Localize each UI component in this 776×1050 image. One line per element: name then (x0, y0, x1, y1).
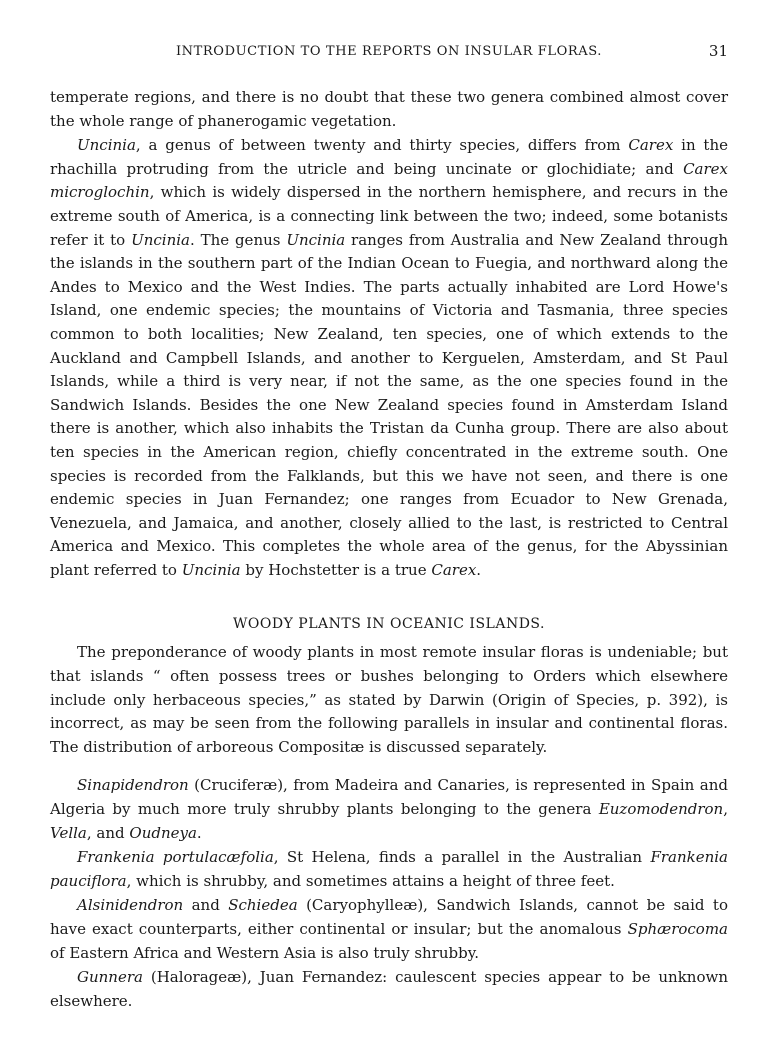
text-run: of Eastern Africa and Western Asia is also truly shrubby. (50, 943, 479, 962)
document-page (50, 40, 728, 1013)
text-run: . (476, 560, 482, 579)
paragraph-gunnera (50, 966, 728, 1013)
running-title: INTRODUCTION TO THE REPORTS ON INSULAR FLORAS. (175, 44, 603, 59)
running-head (50, 40, 728, 64)
italic-term: Alsinidendron (77, 896, 184, 915)
text-run: ranges from Australia and New Zealand through the islands in the southern part of the Indian Ocean to Fuegia, and northward along the Andes to Mexico and the West Indies. The parts actually inhabited are Lord Howe's Island, one endemic species; the mountains of Victoria and Tasmania, three species common to both localities; New Zealand, ten species, one of which extends to the Auckland and Campbell Islands, and another to Kerguelen, Amsterdam, and St Paul Islands, while a third is very near, if not the same, as the one species found in the Sandwich Islands. Besides the one New Zealand species found in Amsterdam Island there is another, which also inhabits the Tristan da Cunha group. There are also about ten species in the American region, chiefly concentrated in the extreme south. One species is recorded from the Falklands, but this we have not seen, and there is one endemic species in Juan Fernandez; one ranges from Ecuador to New Grenada, Venezuela, and Jamaica, and another, closely allied to the last, is restricted to Central America and Mexico. This completes the whole area of the genus, for the Abyssinian plant referred to (50, 230, 729, 579)
page-number: 31 (708, 42, 728, 60)
italic-term: Sphærocoma (627, 920, 728, 938)
italic-term: Sinapidendron (77, 776, 189, 795)
text-run: . (196, 823, 202, 842)
italic-term: Uncinia (77, 136, 136, 155)
italic-term: Carex (431, 560, 477, 579)
text-run: . The genus (189, 230, 287, 249)
text-run: , and (86, 823, 130, 842)
italic-term: Euzomodendron (598, 800, 724, 819)
text-run: , which is widely dispersed in the northern hemisphere, and recurs in the extreme south of America, is a connecting link between the two; indeed, some botanists refer it to (50, 183, 728, 249)
text-run: , which is shrubby, and sometimes attains a height of three feet. (126, 871, 615, 890)
paragraph-alsinidendron (50, 894, 728, 965)
paragraph-woody-plants-intro (50, 641, 728, 759)
text-run: by Hochstetter is a true (240, 560, 432, 579)
italic-term: Frankenia pauciflora (50, 848, 728, 890)
text-run: and (183, 896, 229, 915)
italic-term: Schiedea (228, 896, 298, 915)
italic-term: Gunnera (77, 968, 143, 987)
text-run: The preponderance of woody plants in most remote insular floras is undeniable; but that islands “ often possess trees or bushes belonging to Orders which elsewhere include only herbaceous species,” as stated by Darwin (Origin of Species, p. 392), is incorrect, as may be seen from the following parallels in insular and continental floras. The distribution of arboreous Compositæ is discussed separately. (50, 643, 728, 756)
text-run: (Cruciferæ), from Madeira and Canaries, is represented in Spain and Algeria by much more truly shrubby plants belonging to the genera (50, 776, 728, 819)
section-heading: WOODY PLANTS IN OCEANIC ISLANDS. (233, 616, 545, 633)
text-run: (Halorageæ), Juan Fernandez: caulescent species appear to be unknown elsewhere. (50, 968, 728, 1010)
text-run: , a genus of between twenty and thirty species, differs from (135, 136, 629, 155)
text-run: temperate regions, and there is no doubt that these two genera combined almost cover the whole range of phanerogamic vegetation. (50, 88, 728, 130)
text-run: in the rhachilla protruding from the utricle and being uncinate or glochidiate; and (50, 136, 728, 178)
italic-term: Uncinia (131, 230, 190, 249)
paragraph-sinapidendron (50, 774, 728, 845)
text-run: (Caryophylleæ), Sandwich Islands, cannot be said to have exact counterparts, either continental or insular; but the anomalous (50, 896, 728, 938)
paragraph-uncinia (50, 134, 728, 582)
italic-term: Uncinia (181, 560, 241, 579)
text-run: , St Helena, finds a parallel in the Australian (273, 848, 651, 867)
italic-term: Frankenia portulacæfolia (77, 848, 274, 867)
italic-term: Vella (50, 823, 87, 842)
text-run: , (723, 800, 728, 819)
paragraph-frankenia (50, 846, 728, 893)
italic-term: Oudneya (129, 823, 197, 842)
italic-term: Uncinia (286, 230, 346, 249)
paragraph-continuation (50, 86, 728, 133)
italic-term: Carex microglochin (50, 159, 728, 202)
italic-term: Carex (628, 136, 674, 155)
